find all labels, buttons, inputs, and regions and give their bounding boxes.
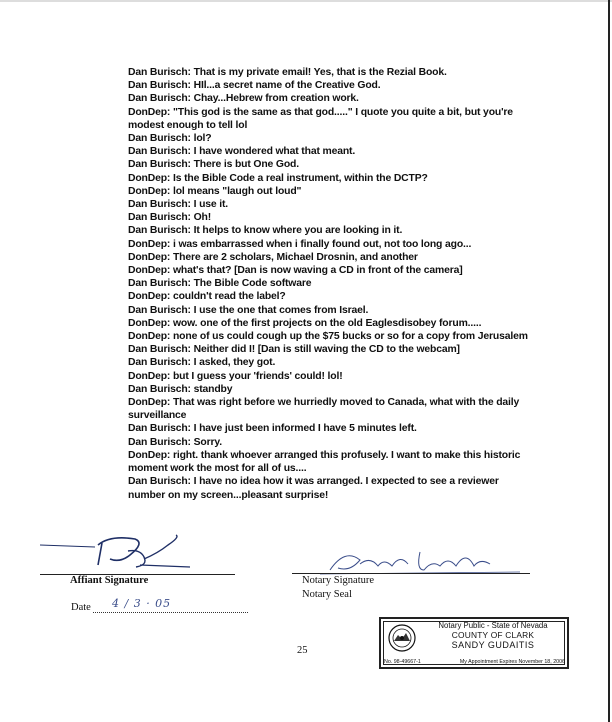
transcript-line: DonDep: but I guess your 'friends' could! lol!	[128, 370, 343, 382]
transcript-line: DonDep: "This god is the same as that god....." I quote you quite a bit, but you're modest enough to tell lol	[128, 106, 513, 131]
date-label: Date	[71, 602, 91, 613]
transcript-line: DonDep: Is the Bible Code a real instrument, within the DCTP?	[128, 172, 428, 184]
transcript-line: Dan Burisch: It helps to know where you are looking in it.	[128, 225, 403, 237]
state-seal-icon	[385, 623, 419, 653]
transcript-line: Dan Burisch: Sorry.	[128, 436, 222, 448]
transcript-line: Dan Burisch: I asked, they got.	[128, 357, 276, 369]
transcript-line: DonDep: wow. one of the first projects on the old Eaglesdisobey forum.....	[128, 317, 482, 329]
transcript-line: Dan Burisch: I have wondered what that meant.	[128, 146, 356, 158]
notary-handwritten-signature	[320, 540, 520, 580]
transcript-line: DonDep: what's that? [Dan is now waving a CD in front of the camera]	[128, 265, 463, 277]
notary-stamp	[379, 617, 569, 669]
chat-transcript	[128, 66, 528, 502]
transcript-line: Dan Burisch: I use it.	[128, 199, 229, 211]
transcript-line: Dan Burisch: Oh!	[128, 212, 212, 224]
transcript-line: Dan Burisch: lol?	[128, 133, 212, 145]
transcript-line: Dan Burisch: There is but One God.	[128, 159, 299, 171]
date-line	[93, 612, 248, 613]
page-right-edge	[608, 0, 610, 722]
stamp-county: COUNTY OF CLARK	[451, 630, 535, 640]
stamp-expiration: My Appointment Expires November 18, 2006	[459, 659, 565, 665]
transcript-line: Dan Burisch: The Bible Code software	[128, 278, 312, 290]
affiant-handwritten-signature	[40, 515, 190, 575]
notary-signature-line	[292, 573, 530, 574]
stamp-title: Notary Public - State of Nevada	[438, 621, 548, 630]
notary-signature-label: Notary Signature	[302, 575, 375, 586]
transcript-line: Dan Burisch: I have just been informed I have 5 minutes left.	[128, 423, 417, 435]
stamp-number: No. 98-49667-1	[384, 659, 421, 665]
transcript-line: DonDep: i was embarrassed when i finally found out, not too long ago...	[128, 238, 472, 250]
page-number: 25	[297, 645, 308, 656]
date-handwritten-value: 4 / 3 · 05	[112, 597, 172, 610]
transcript-line: DonDep: none of us could cough up the $75 bucks or so for a copy from Jerusalem	[128, 331, 528, 343]
transcript-line: Dan Burisch: I use the one that comes from Israel.	[128, 304, 369, 316]
notary-seal-label: Notary Seal	[302, 589, 352, 600]
transcript-line: DonDep: That was right before we hurriedly moved to Canada, what with the daily surveillance	[128, 397, 520, 422]
transcript-line: DonDep: right. thank whoever arranged this profusely. I want to make this historic moment work the most for all of us....	[128, 449, 521, 475]
transcript-line: Dan Burisch: That is my private email! Yes, that is the Rezial Book.	[128, 67, 447, 78]
transcript-line: Dan Burisch: HIl...a secret name of the Creative God.	[128, 80, 381, 92]
transcript-line: Dan Burisch: standby	[128, 383, 233, 395]
transcript-line: Dan Burisch: Chay...Hebrew from creation work.	[128, 93, 359, 105]
stamp-text	[421, 621, 565, 651]
transcript-line: DonDep: There are 2 scholars, Michael Drosnin, and another	[128, 251, 418, 263]
stamp-notary-name: SANDY GUDAITIS	[451, 640, 535, 650]
transcript-line: DonDep: lol means "laugh out loud"	[128, 185, 302, 197]
affiant-signature-label: Affiant Signature	[70, 575, 149, 586]
transcript-line: DonDep: couldn't read the label?	[128, 291, 286, 303]
transcript-line: Dan Burisch: Neither did I! [Dan is still waving the CD to the webcam]	[128, 344, 460, 356]
page-top-edge	[0, 0, 612, 2]
stamp-footer	[384, 659, 565, 665]
transcript-line: Dan Burisch: I have no idea how it was arranged. I expected to see a reviewer number on my screen...pleasant surprise!	[128, 476, 499, 501]
